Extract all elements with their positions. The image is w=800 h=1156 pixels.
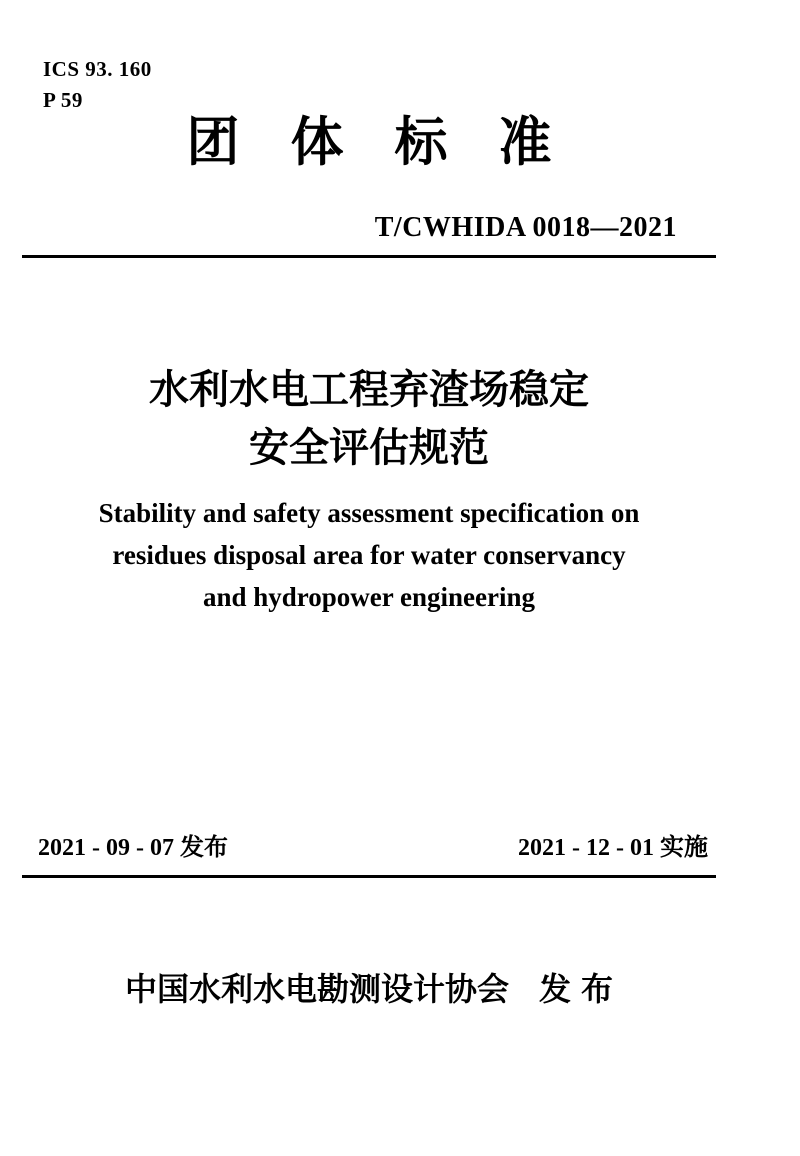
english-title-line3: and hydropower engineering (202, 582, 536, 612)
date-row (22, 832, 716, 864)
english-title-line2: residues disposal area for water conservancy (112, 540, 626, 570)
chinese-title-line1: 水利水电工程弃渣场稳定 (149, 368, 589, 412)
publisher-name: 中国水利水电勘测设计协会 (124, 971, 509, 1007)
chinese-title (22, 361, 716, 477)
implement-date: 2021 - 12 - 01 实施 (518, 835, 708, 861)
document-type-text: 团体标准 (186, 113, 603, 172)
english-title (22, 492, 716, 618)
header-rule (22, 255, 716, 258)
classification-code: P 59 (43, 88, 83, 112)
publish-label: 发布 (539, 971, 624, 1007)
standard-number: T/CWHIDA 0018—2021 (374, 212, 677, 243)
document-type-heading (22, 112, 716, 174)
issue-date: 2021 - 09 - 07 发布 (38, 835, 228, 861)
ics-code: ICS 93. 160 (43, 57, 152, 81)
english-title-line1: Stability and safety assessment specification on (98, 498, 640, 528)
classification-block (43, 54, 152, 116)
publisher-line (22, 968, 716, 1010)
footer-rule (22, 875, 716, 878)
chinese-title-line2: 安全评估规范 (249, 426, 489, 470)
